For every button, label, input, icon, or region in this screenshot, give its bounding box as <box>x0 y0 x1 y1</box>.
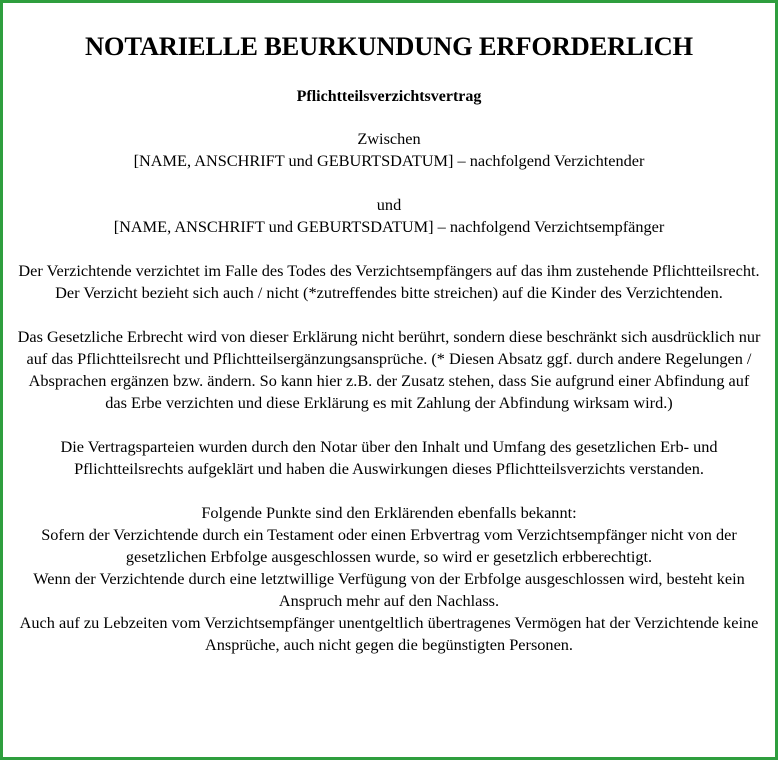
party2-line: [NAME, ANSCHRIFT und GEBURTSDATUM] – nachfolgend Verzichtsempfänger <box>113 217 665 236</box>
paragraph-inheritance-law: Das Gesetzliche Erbrecht wird von dieser Erklärung nicht berührt, sondern diese beschränkt sich ausdrücklich nur auf das Pflichtteilsrecht und Pflichtteilsergänzungsansprüche. (* Diesen Absatz ggf. durch andere Regelungen / Absprachen ergänzen bzw. ändern. So kann hier z.B. der Zusatz stehen, dass Sie aufgrund einer Abfindung auf das Erbe verzichten und diese Erklärung es mit Zahlung der Abfindung wirksam wird.) <box>17 327 761 412</box>
paragraph-notary: Die Vertragsparteien wurden durch den Notar über den Inhalt und Umfang des gesetzlichen Erb- und Pflichtteilsrechts aufgeklärt und haben die Auswirkungen dieses Pflichtteilsverzichts verstanden. <box>60 437 718 478</box>
between-label: Zwischen <box>357 129 421 148</box>
points-intro: Folgende Punkte sind den Erklärenden ebenfalls bekannt: <box>201 503 577 522</box>
spacer <box>17 304 761 326</box>
and-label: und <box>376 195 402 214</box>
point-disinheritance: Wenn der Verzichtende durch eine letztwillige Verfügung von der Erbfolge ausgeschlossen wird, besteht kein Anspruch mehr auf den Nachlass. <box>33 569 745 610</box>
party1-line: [NAME, ANSCHRIFT und GEBURTSDATUM] – nachfolgend Verzichtender <box>133 151 645 170</box>
document-subtitle: Pflichtteilsverzichtsvertrag <box>296 88 482 105</box>
spacer <box>17 238 761 260</box>
document-title: NOTARIELLE BEURKUNDUNG ERFORDERLICH <box>85 31 693 61</box>
spacer <box>17 172 761 194</box>
paragraph-waiver: Der Verzichtende verzichtet im Falle des Todes des Verzichtsempfängers auf das ihm zustehende Pflichtteilsrecht. Der Verzicht bezieht sich auch / nicht (*zutreffendes bitte streichen) auf die Kinder des Verzichtenden. <box>18 261 760 302</box>
spacer <box>17 480 761 502</box>
spacer <box>17 414 761 436</box>
document-body <box>17 128 761 656</box>
point-lifetime-gifts: Auch auf zu Lebzeiten vom Verzichtsempfänger unentgeltlich übertragenes Vermögen hat der Verzichtende keine Ansprüche, auch nicht gegen die begünstigten Personen. <box>19 613 759 654</box>
point-testament: Sofern der Verzichtende durch ein Testament oder einen Erbvertrag vom Verzichtsempfänger nicht von der gesetzlichen Erbfolge ausgeschlossen wurde, so wird er gesetzlich erbberechtigt. <box>41 525 737 566</box>
